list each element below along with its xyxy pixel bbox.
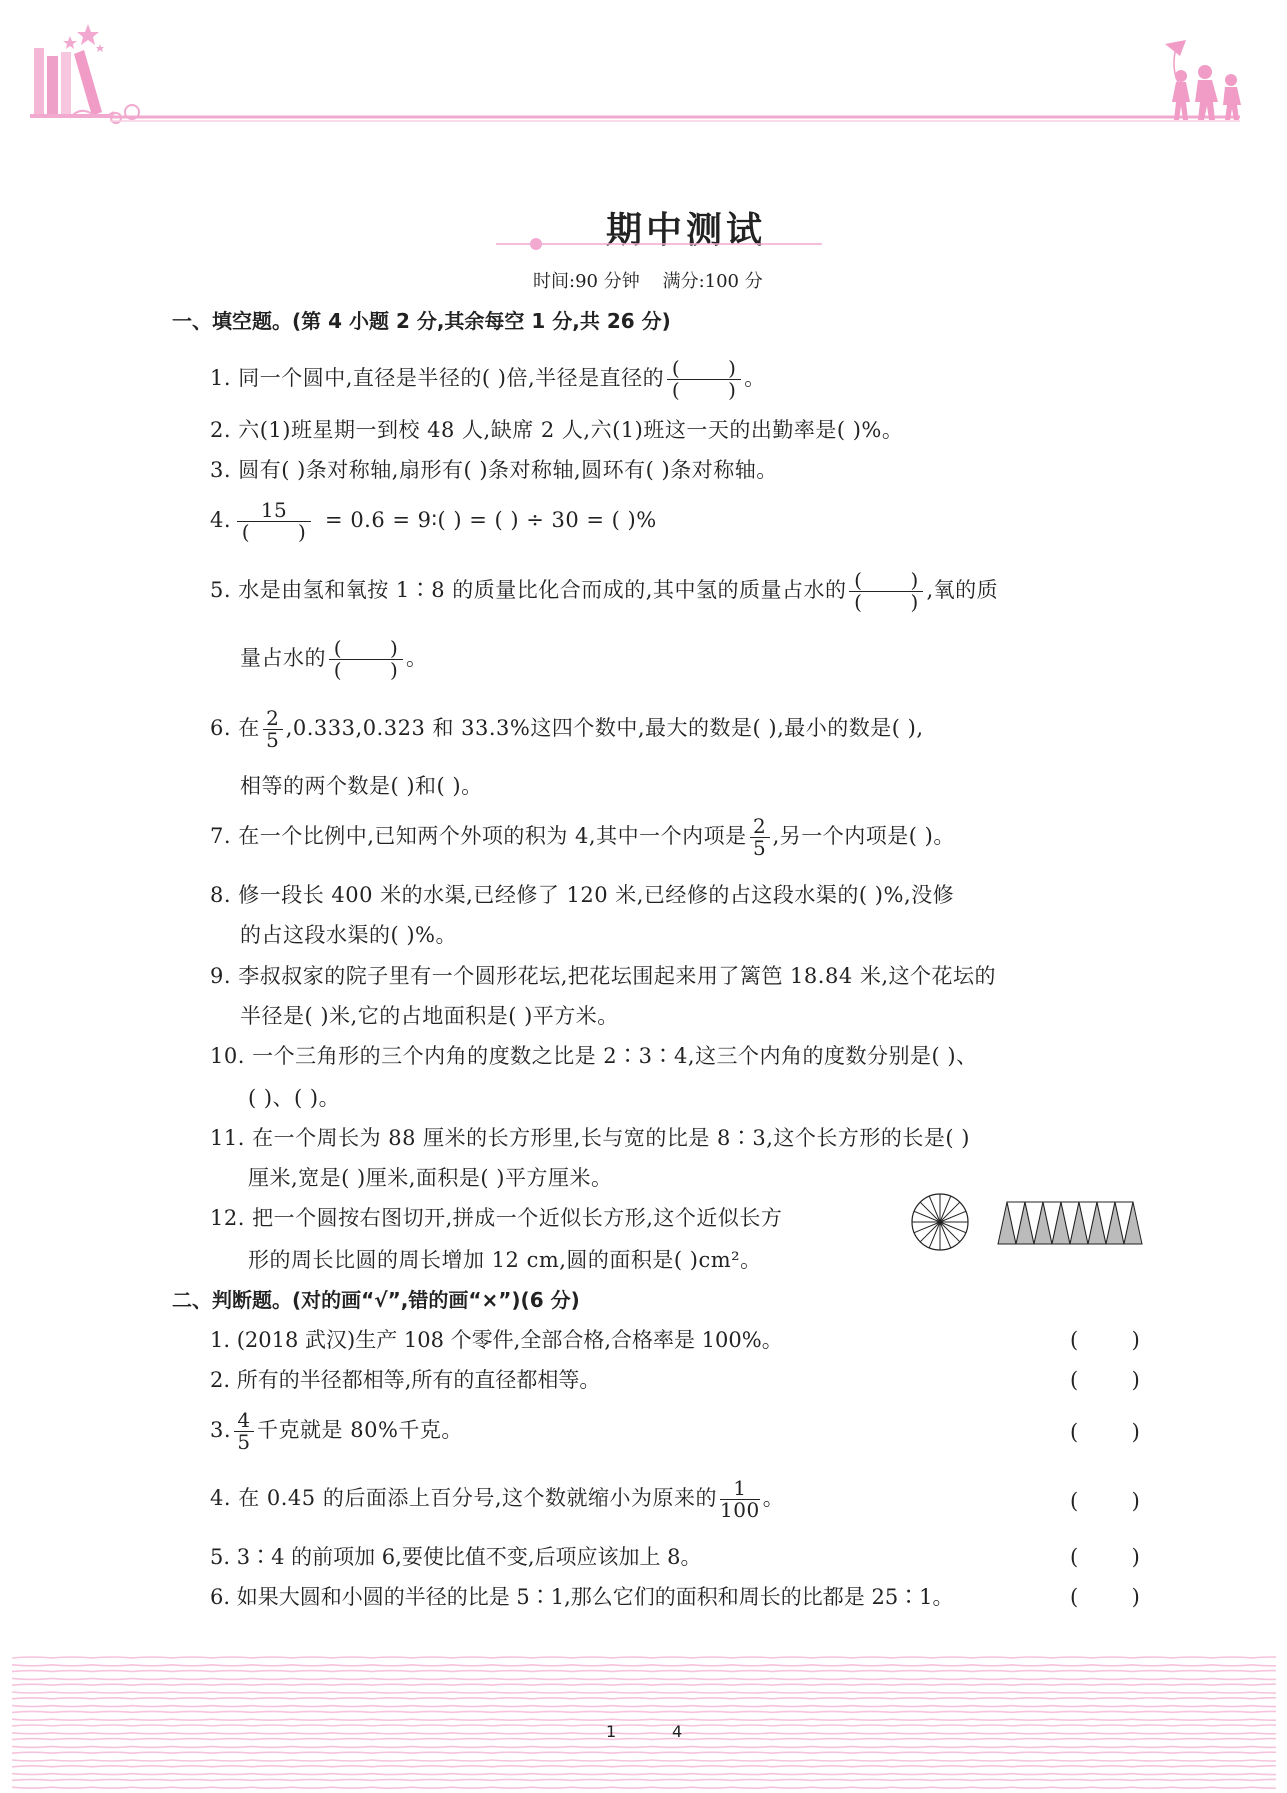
q12-line2: 形的周长比圆的周长增加 12 cm,圆的面积是( )cm²。 bbox=[248, 1248, 762, 1272]
section1-heading: 一、填空题。(第 4 小题 2 分,其余每空 1 分,共 26 分) bbox=[172, 309, 671, 333]
exam-meta: 时间:90 分钟 满分:100 分 bbox=[533, 271, 763, 292]
q2: 2. 六(1)班星期一到校 48 人,缺席 2 人,六(1)班这一天的出勤率是( )%。 bbox=[210, 418, 904, 442]
q4-fraction: $\frac{15}{( )}$ bbox=[237, 500, 311, 543]
q6-fraction: $\frac{2}{5}$ bbox=[263, 708, 283, 751]
footer-wave-line bbox=[12, 1746, 1276, 1747]
footer-wave-line bbox=[12, 1706, 1276, 1707]
footer-band bbox=[12, 1652, 1276, 1789]
footer-wave-line bbox=[12, 1752, 1276, 1753]
judge-q5-answer[interactable]: ( ) bbox=[1070, 1545, 1140, 1569]
judge-q2: 2. 所有的半径都相等,所有的直径都相等。 bbox=[210, 1368, 601, 1392]
books-logo-icon bbox=[30, 48, 139, 123]
q1-fraction: $\frac{( )}{( )}$ bbox=[667, 358, 741, 401]
q6-line2: 相等的两个数是( )和( )。 bbox=[240, 774, 483, 798]
footer-wave-line bbox=[12, 1657, 1276, 1658]
q5-fraction-1: $\frac{( )}{( )}$ bbox=[849, 570, 923, 613]
judge-q3-fraction: $\frac{4}{5}$ bbox=[234, 1410, 254, 1453]
footer-wave-line bbox=[12, 1671, 1276, 1672]
footer-wave-line bbox=[12, 1779, 1276, 1780]
header-decoration bbox=[0, 0, 1287, 140]
q8-line1: 8. 修一段长 400 米的水渠,已经修了 120 米,已经修的占这段水渠的( )%,没修 bbox=[210, 883, 955, 907]
judge-q4-answer[interactable]: ( ) bbox=[1070, 1489, 1140, 1513]
judge-q6: 6. 如果大圆和小圆的半径的比是 5∶1,那么它们的面积和周长的比都是 25∶1。 bbox=[210, 1585, 954, 1609]
footer-wave-line bbox=[12, 1711, 1276, 1712]
circle-sectors-figure bbox=[908, 1182, 1148, 1262]
judge-q4-fraction: $\frac{1}{100}$ bbox=[720, 1476, 760, 1522]
footer-wave-line bbox=[12, 1739, 1276, 1740]
footer-wave-line bbox=[12, 1766, 1276, 1767]
judge-q3: 3. $\frac{4}{5}$ 千克就是 80%千克。 bbox=[210, 1408, 463, 1454]
q1: 1. 同一个圆中,直径是半径的( )倍,半径是直径的 $\frac{( )}{( )}$ 。 bbox=[210, 356, 766, 402]
footer-wave-line bbox=[12, 1665, 1276, 1666]
footer-wave-line bbox=[12, 1684, 1276, 1685]
footer-wave-line bbox=[12, 1774, 1276, 1775]
judge-q1-answer[interactable]: ( ) bbox=[1070, 1328, 1140, 1352]
q1-text: 1. 同一个圆中,直径是半径的( )倍,半径是直径的 bbox=[210, 366, 665, 390]
q12-line1: 12. 把一个圆按右图切开,拼成一个近似长方形,这个近似长方 bbox=[210, 1206, 783, 1230]
footer-wave-line bbox=[12, 1692, 1276, 1693]
q6-line1: 6. 在 $\frac{2}{5}$ ,0.333,0.323 和 33.3%这四个数中,最大的数是( ),最小的数是( ), bbox=[210, 706, 924, 752]
footer-wave-line bbox=[12, 1719, 1276, 1720]
q7: 7. 在一个比例中,已知两个外项的积为 4,其中一个内项是 $\frac{2}{5}$ ,另一个内项是( )。 bbox=[210, 814, 955, 860]
q9-line2: 半径是( )米,它的占地面积是( )平方米。 bbox=[240, 1004, 619, 1028]
page-title: 期中测试 bbox=[606, 209, 767, 251]
page-number-left: 1 bbox=[606, 1722, 617, 1741]
footer-wave-line bbox=[12, 1678, 1276, 1679]
judge-q5: 5. 3∶4 的前项加 6,要使比值不变,后项应该加上 8。 bbox=[210, 1545, 702, 1569]
q5-line1: 5. 水是由氢和氧按 1∶8 的质量比化合而成的,其中氢的质量占水的 $\frac{( )}{( )}$ ,氧的质 bbox=[210, 568, 999, 614]
footer-wave-line bbox=[12, 1760, 1276, 1761]
footer-wave-line bbox=[12, 1733, 1276, 1734]
footer-wave-line bbox=[12, 1787, 1276, 1788]
section2-heading: 二、判断题。(对的画“√”,错的画“×”)(6 分) bbox=[172, 1288, 580, 1312]
q3: 3. 圆有( )条对称轴,扇形有( )条对称轴,圆环有( )条对称轴。 bbox=[210, 458, 778, 482]
page-number-right: 4 bbox=[672, 1722, 683, 1741]
footer-wave-line bbox=[12, 1698, 1276, 1699]
q7-fraction: $\frac{2}{5}$ bbox=[750, 816, 770, 859]
judge-q3-answer[interactable]: ( ) bbox=[1070, 1420, 1140, 1444]
children-kite-icon bbox=[1165, 40, 1241, 120]
q9-line1: 9. 李叔叔家的院子里有一个圆形花坛,把花坛围起来用了篱笆 18.84 米,这个花坛的 bbox=[210, 964, 997, 988]
q4: 4. $\frac{15}{( )}$ = 0.6 = 9∶( ) = ( ) ÷ 30 = ( )% bbox=[210, 498, 657, 544]
q5-fraction-2: $\frac{( )}{( )}$ bbox=[329, 638, 403, 681]
judge-q6-answer[interactable]: ( ) bbox=[1070, 1585, 1140, 1609]
footer-wave-line bbox=[12, 1725, 1276, 1726]
judge-q4: 4. 在 0.45 的后面添上百分号,这个数就缩小为原来的 $\frac{1}{100}$ 。 bbox=[210, 1476, 785, 1522]
title-underline bbox=[496, 236, 822, 250]
judge-q2-answer[interactable]: ( ) bbox=[1070, 1368, 1140, 1392]
q11-line2: 厘米,宽是( )厘米,面积是( )平方厘米。 bbox=[248, 1166, 613, 1190]
q10-line2: ( )、( )。 bbox=[248, 1086, 341, 1110]
q10-line1: 10. 一个三角形的三个内角的度数之比是 2∶3∶4,这三个内角的度数分别是( )、 bbox=[210, 1044, 978, 1068]
q8-line2: 的占这段水渠的( )%。 bbox=[240, 923, 458, 947]
q11-line1: 11. 在一个周长为 88 厘米的长方形里,长与宽的比是 8∶3,这个长方形的长是( ) bbox=[210, 1126, 970, 1150]
judge-q1: 1. (2018 武汉)生产 108 个零件,全部合格,合格率是 100%。 bbox=[210, 1328, 783, 1352]
star-icon bbox=[63, 24, 104, 52]
q5-line2: 量占水的 $\frac{( )}{( )}$ 。 bbox=[240, 636, 428, 682]
